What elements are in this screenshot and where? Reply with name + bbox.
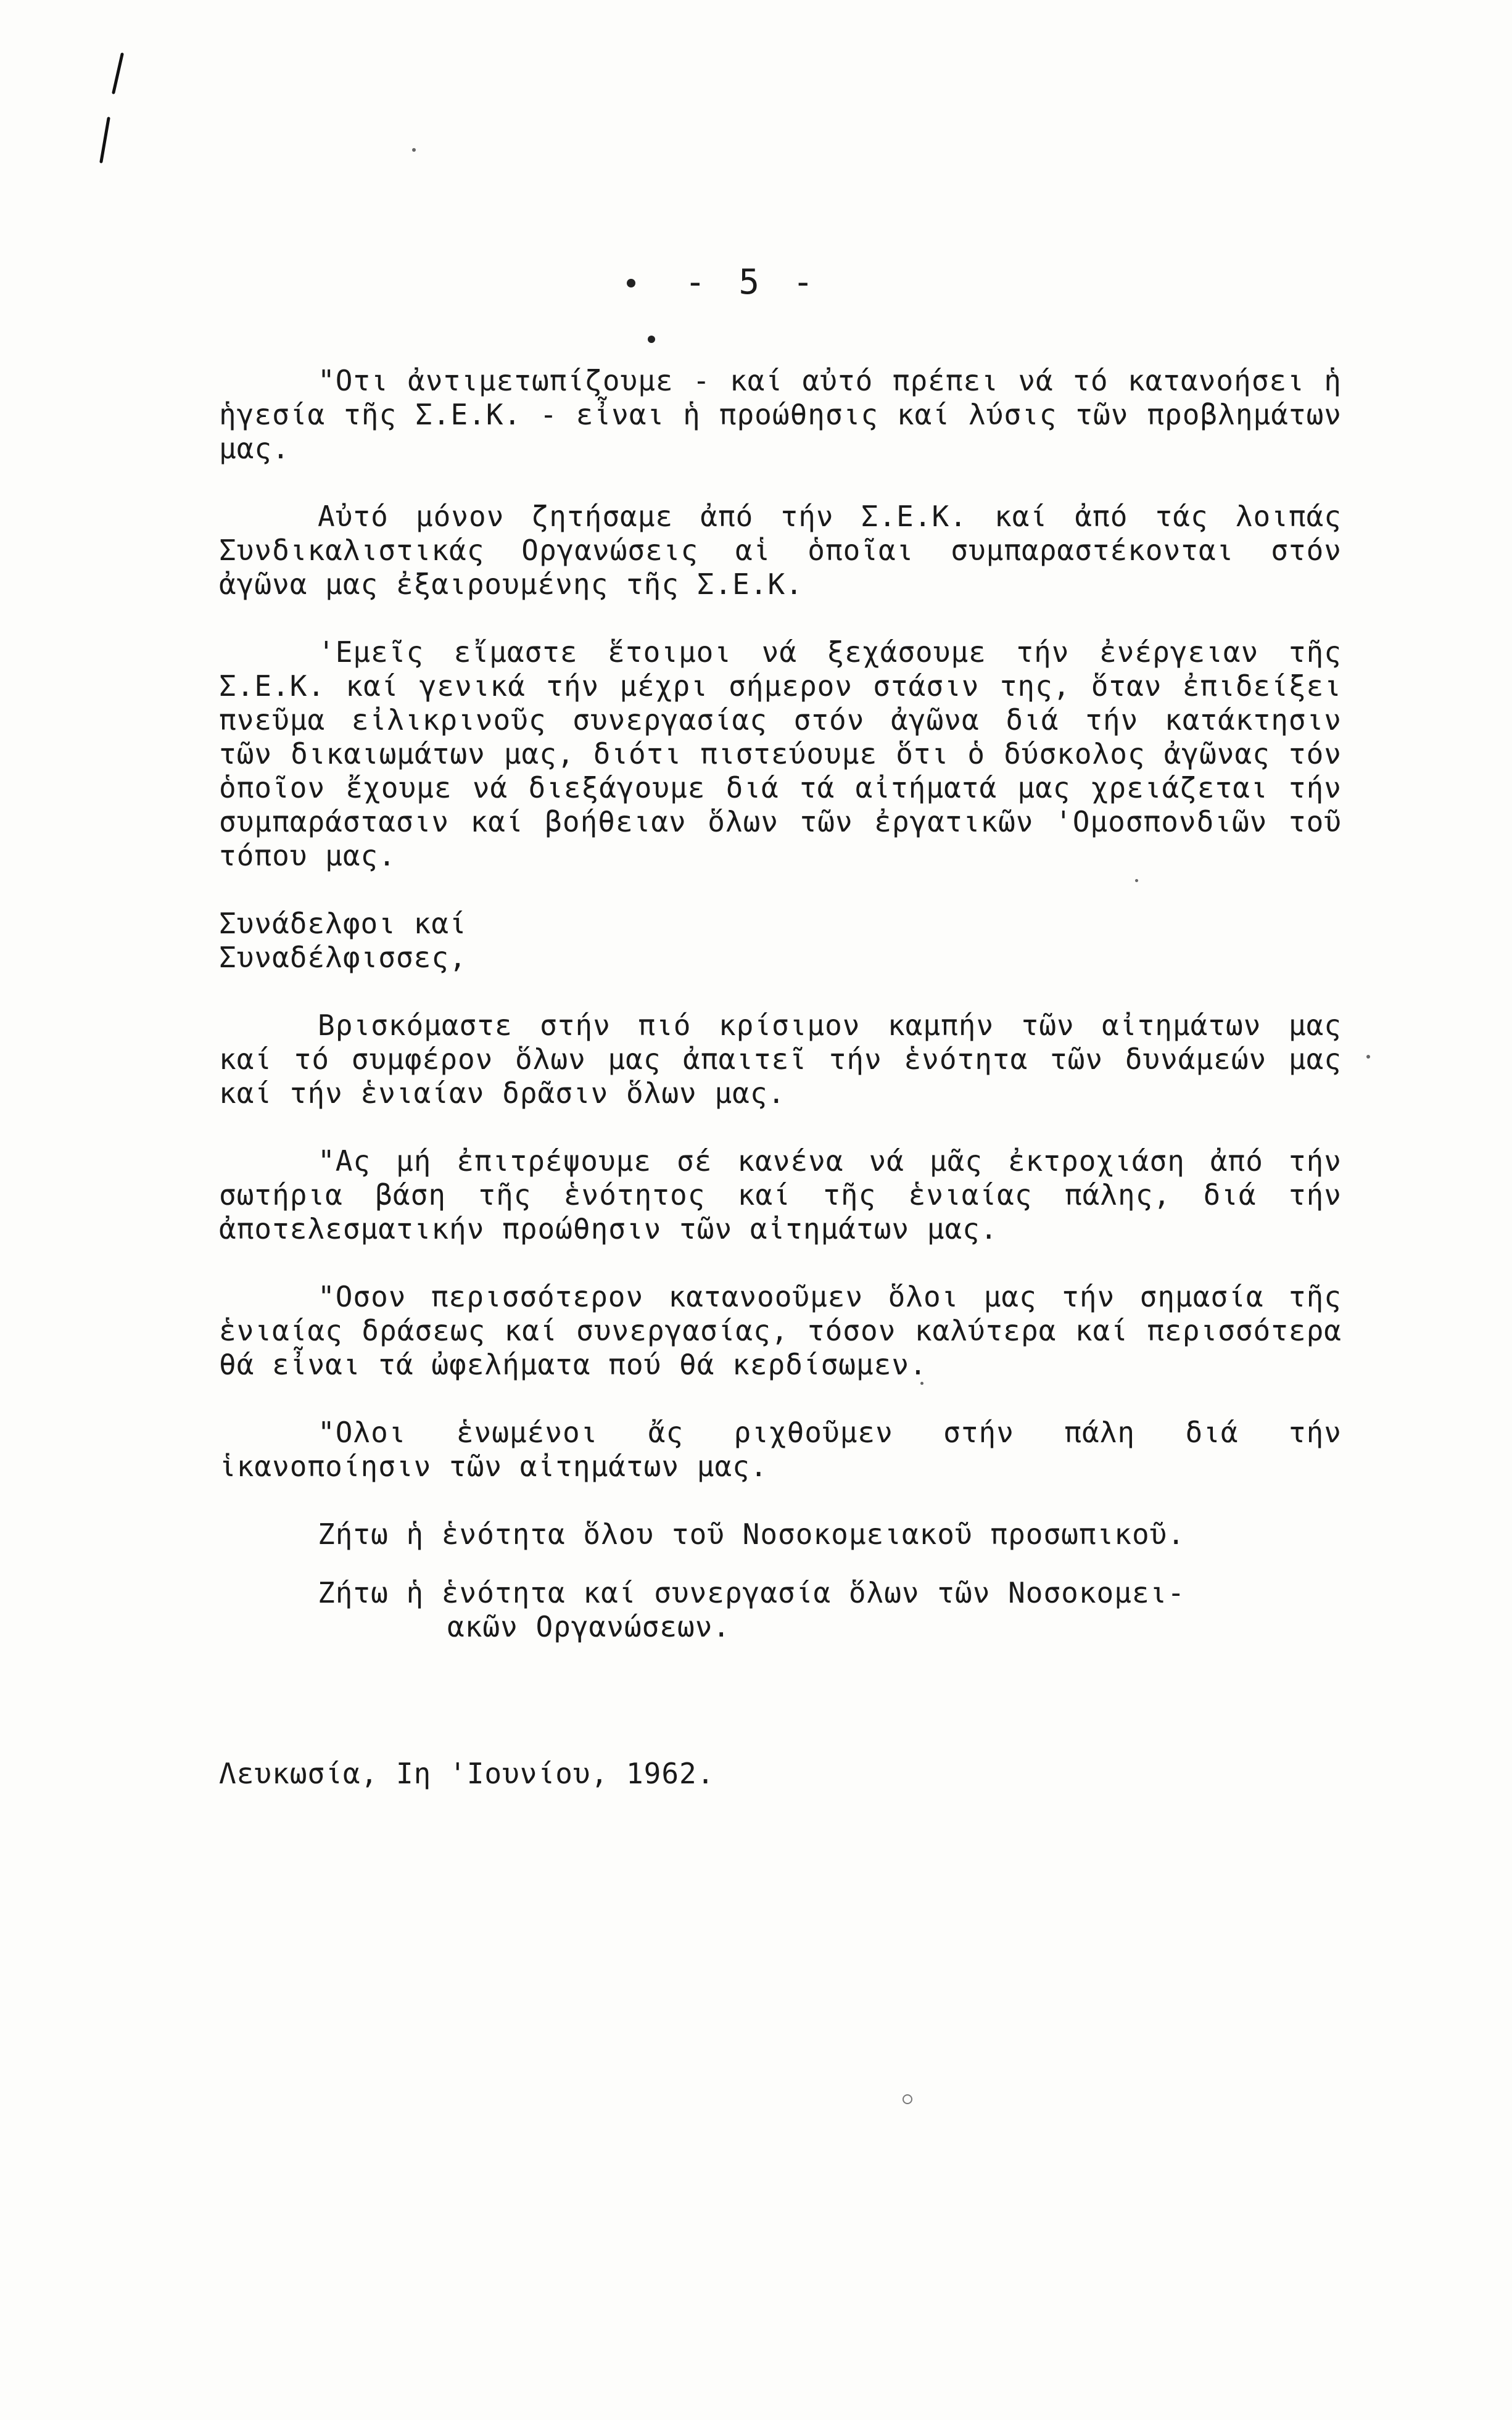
paragraph: "Ολοι ἑνωμένοι ἄς ριχθοῦμεν στήν πάλη διά τήν ἱκανοποίησιν τῶν αἰτημάτων μας.	[219, 1416, 1342, 1483]
paper-ring-mark	[903, 2094, 912, 2104]
salutation-line: Συναδέλφισσες,	[219, 941, 467, 974]
paper-speck	[1366, 1055, 1370, 1059]
paragraph: Βρισκόμαστε στήν πιό κρίσιμον καμπήν τῶν αἰτημάτων μας καί τό συμφέρον ὅλων μας ἀπαιτεῖ τήν ἑνότητα τῶν δυνάμεών μας καί τήν ἑνιαίαν δρᾶσιν ὅλων μας.	[219, 1009, 1342, 1110]
salutation-line: Συνάδελφοι καί	[219, 907, 467, 940]
page-mark-dot	[627, 279, 635, 287]
paragraph: Αὐτό μόνον ζητήσαμε ἀπό τήν Σ.Ε.Κ. καί ἀπό τάς λοιπάς Συνδικαλιστικάς Οργανώσεις αἱ ὁποῖαι συμπαραστέκονται στόν ἀγῶνα μας ἐξαιρουμένης τῆς Σ.Ε.Κ.	[219, 500, 1342, 601]
paragraph: "Οσον περισσότερον κατανοοῦμεν ὅλοι μας τήν σημασία τῆς ἑνιαίας δράσεως καί συνεργασίας, τόσον καλύτερα καί περισσότερα θά εἶναι τά ὠφελήματα πού θά κερδίσωμεν.	[219, 1280, 1342, 1381]
paper-speck	[412, 148, 416, 152]
slogan-line: Ζήτω ἡ ἑνότητα καί συνεργασία ὅλων τῶν Νοσοκομει-	[318, 1576, 1186, 1609]
letter-body	[219, 364, 1342, 1669]
slogan	[219, 1576, 1342, 1644]
handwritten-margin-mark	[93, 49, 130, 173]
paragraph: "Ας μή ἐπιτρέψουμε σέ κανένα νά μᾶς ἐκτροχιάση ἀπό τήν σωτήρια βάση τῆς ἑνότητος καί τῆς ἑνιαίας πάλης, διά τήν ἀποτελεσματικήν προώθησιν τῶν αἰτημάτων μας.	[219, 1144, 1342, 1245]
paper-speck	[920, 1382, 923, 1385]
page-mark-dot	[648, 336, 655, 343]
slogan	[219, 1518, 1342, 1551]
paragraph: 'Εμεῖς εἴμαστε ἕτοιμοι νά ξεχάσουμε τήν ἐνέργειαν τῆς Σ.Ε.Κ. καί γενικά τήν μέχρι σήμερον στάσιν της, ὅταν ἐπιδείξει πνεῦμα εἰλικρινοῦς συνεργασίας στόν ἀγῶνα διά τήν κατάκτησιν τῶν δικαιωμάτων μας, διότι πιστεύουμε ὅτι ὁ δύσκολος ἀγῶνας τόν ὁποῖον ἔχουμε νά διεξάγουμε διά τά αἰτήματά μας χρειάζεται τήν συμπαράστασιν καί βοήθειαν ὅλων τῶν ἐργατικῶν 'Ομοσπονδιῶν τοῦ τόπου μας.	[219, 635, 1342, 872]
slogan-line: Ζήτω ἡ ἑνότητα ὅλου τοῦ Νοσοκομειακοῦ προσωπικοῦ.	[318, 1518, 1186, 1551]
paper-speck	[1135, 879, 1138, 882]
paragraph: "Οτι ἀντιμετωπίζουμε - καί αὐτό πρέπει νά τό κατανοήσει ἡ ἡγεσία τῆς Σ.Ε.Κ. - εἶναι ἡ προώθησις καί λύσις τῶν προβλημάτων μας.	[219, 364, 1342, 465]
salutation	[219, 907, 1342, 975]
place-date: Λευκωσία, Ιη 'Ιουνίου, 1962.	[219, 1757, 715, 1790]
slogan-line: ακῶν Οργανώσεων.	[447, 1610, 731, 1643]
page-number: - 5 -	[685, 262, 820, 302]
